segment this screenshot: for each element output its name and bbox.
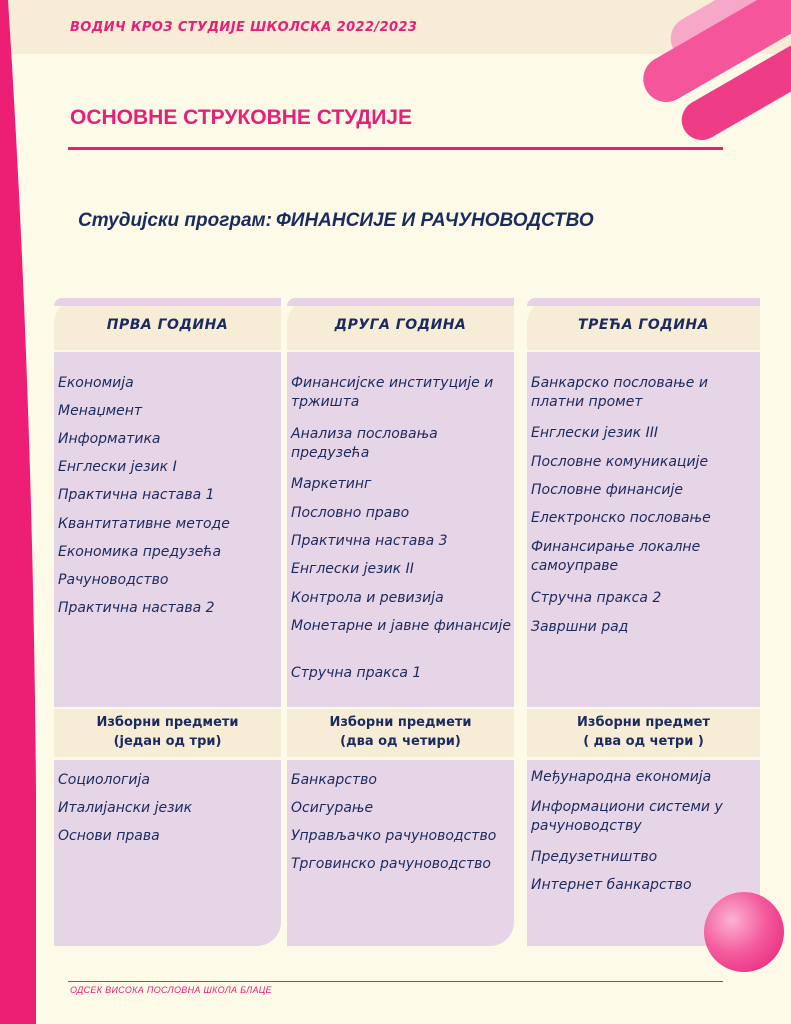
section-title: ОСНОВНЕ СТРУКОВНЕ СТУДИЈЕ <box>70 106 412 129</box>
elective-item: Социологија <box>58 772 150 788</box>
electives-header <box>54 709 281 757</box>
program-heading <box>78 210 594 232</box>
footer-divider <box>68 981 723 982</box>
year-title: ПРВА ГОДИНА <box>106 317 229 333</box>
program-label: Студијски програм: <box>78 210 272 231</box>
course-item: Информатика <box>58 431 161 447</box>
course-item: Економика предузећа <box>58 544 222 560</box>
electives-subtitle: (један од три) <box>113 734 222 749</box>
course-item: Економија <box>58 375 134 391</box>
elective-item: Трговинско рачуноводство <box>291 856 491 872</box>
electives-title: Изборни предмети <box>329 715 472 730</box>
course-item: Електронско пословање <box>531 510 711 526</box>
electives-header <box>527 709 760 757</box>
course-item: Маркетинг <box>291 476 372 492</box>
course-item: Менаџмент <box>58 403 143 419</box>
decorative-left-curve <box>0 0 36 1024</box>
course-item: Рачуноводство <box>58 572 169 588</box>
electives-subtitle: ( два од четри ) <box>583 734 704 749</box>
elective-item: Банкарство <box>291 772 377 788</box>
electives-title: Изборни предмет <box>577 715 710 730</box>
elective-item: Интернет банкарство <box>531 877 692 893</box>
course-item: Монетарне и јавне финансије <box>291 618 511 634</box>
course-item: Анализа пословања предузећа <box>291 426 438 461</box>
course-item: Енглески језик II <box>291 561 414 577</box>
course-list <box>527 352 760 707</box>
title-divider <box>68 147 723 150</box>
course-item: Контрола и ревизија <box>291 590 444 606</box>
course-item: Пословно право <box>291 505 410 521</box>
elective-item: Предузетништво <box>531 849 658 865</box>
course-item: Енглески језик III <box>531 425 658 441</box>
course-item: Практична настава 1 <box>58 487 215 503</box>
course-item: Пословне комуникације <box>531 454 709 470</box>
elective-item: Осигурање <box>291 800 374 816</box>
course-list <box>287 352 514 707</box>
course-item: Квантитативне методе <box>58 516 230 532</box>
course-item: Практична настава 3 <box>291 533 448 549</box>
course-item: Банкарско пословање и платни промет <box>531 375 708 410</box>
elective-item: Италијански језик <box>58 800 193 816</box>
year-title: ДРУГА ГОДИНА <box>334 317 467 333</box>
course-item: Енглески језик I <box>58 459 177 475</box>
elective-item: Међународна економија <box>531 769 712 785</box>
decorative-circle <box>704 892 784 972</box>
course-item: Пословне финансије <box>531 482 684 498</box>
elective-item: Основи права <box>58 828 160 844</box>
electives-subtitle: (два од четири) <box>340 734 461 749</box>
electives-title: Изборни предмети <box>96 715 239 730</box>
course-item: Стручна пракса 1 <box>291 665 422 681</box>
course-item: Завршни рад <box>531 619 629 635</box>
electives-list <box>54 760 281 946</box>
year-title: ТРЕЋА ГОДИНА <box>578 317 709 333</box>
electives-list <box>287 760 514 946</box>
electives-header <box>287 709 514 757</box>
footer-text: ОДСЕК ВИСОКА ПОСЛОВНА ШКОЛА БЛАЦЕ <box>70 985 272 995</box>
course-list <box>54 352 281 707</box>
elective-item: Управљачко рачуноводство <box>291 828 497 844</box>
guide-header-title: ВОДИЧ КРОЗ СТУДИЈЕ ШКОЛСКА 2022/2023 <box>70 20 418 35</box>
course-item: Практична настава 2 <box>58 600 215 616</box>
program-name: ФИНАНСИЈЕ И РАЧУНОВОДСТВО <box>275 210 594 231</box>
course-item: Стручна пракса 2 <box>531 590 662 606</box>
course-item: Финансијске институције и тржишта <box>291 375 494 410</box>
elective-item: Информациони системи у рачуноводству <box>531 799 723 834</box>
course-item: Финансирање локалне самоуправе <box>531 539 701 574</box>
